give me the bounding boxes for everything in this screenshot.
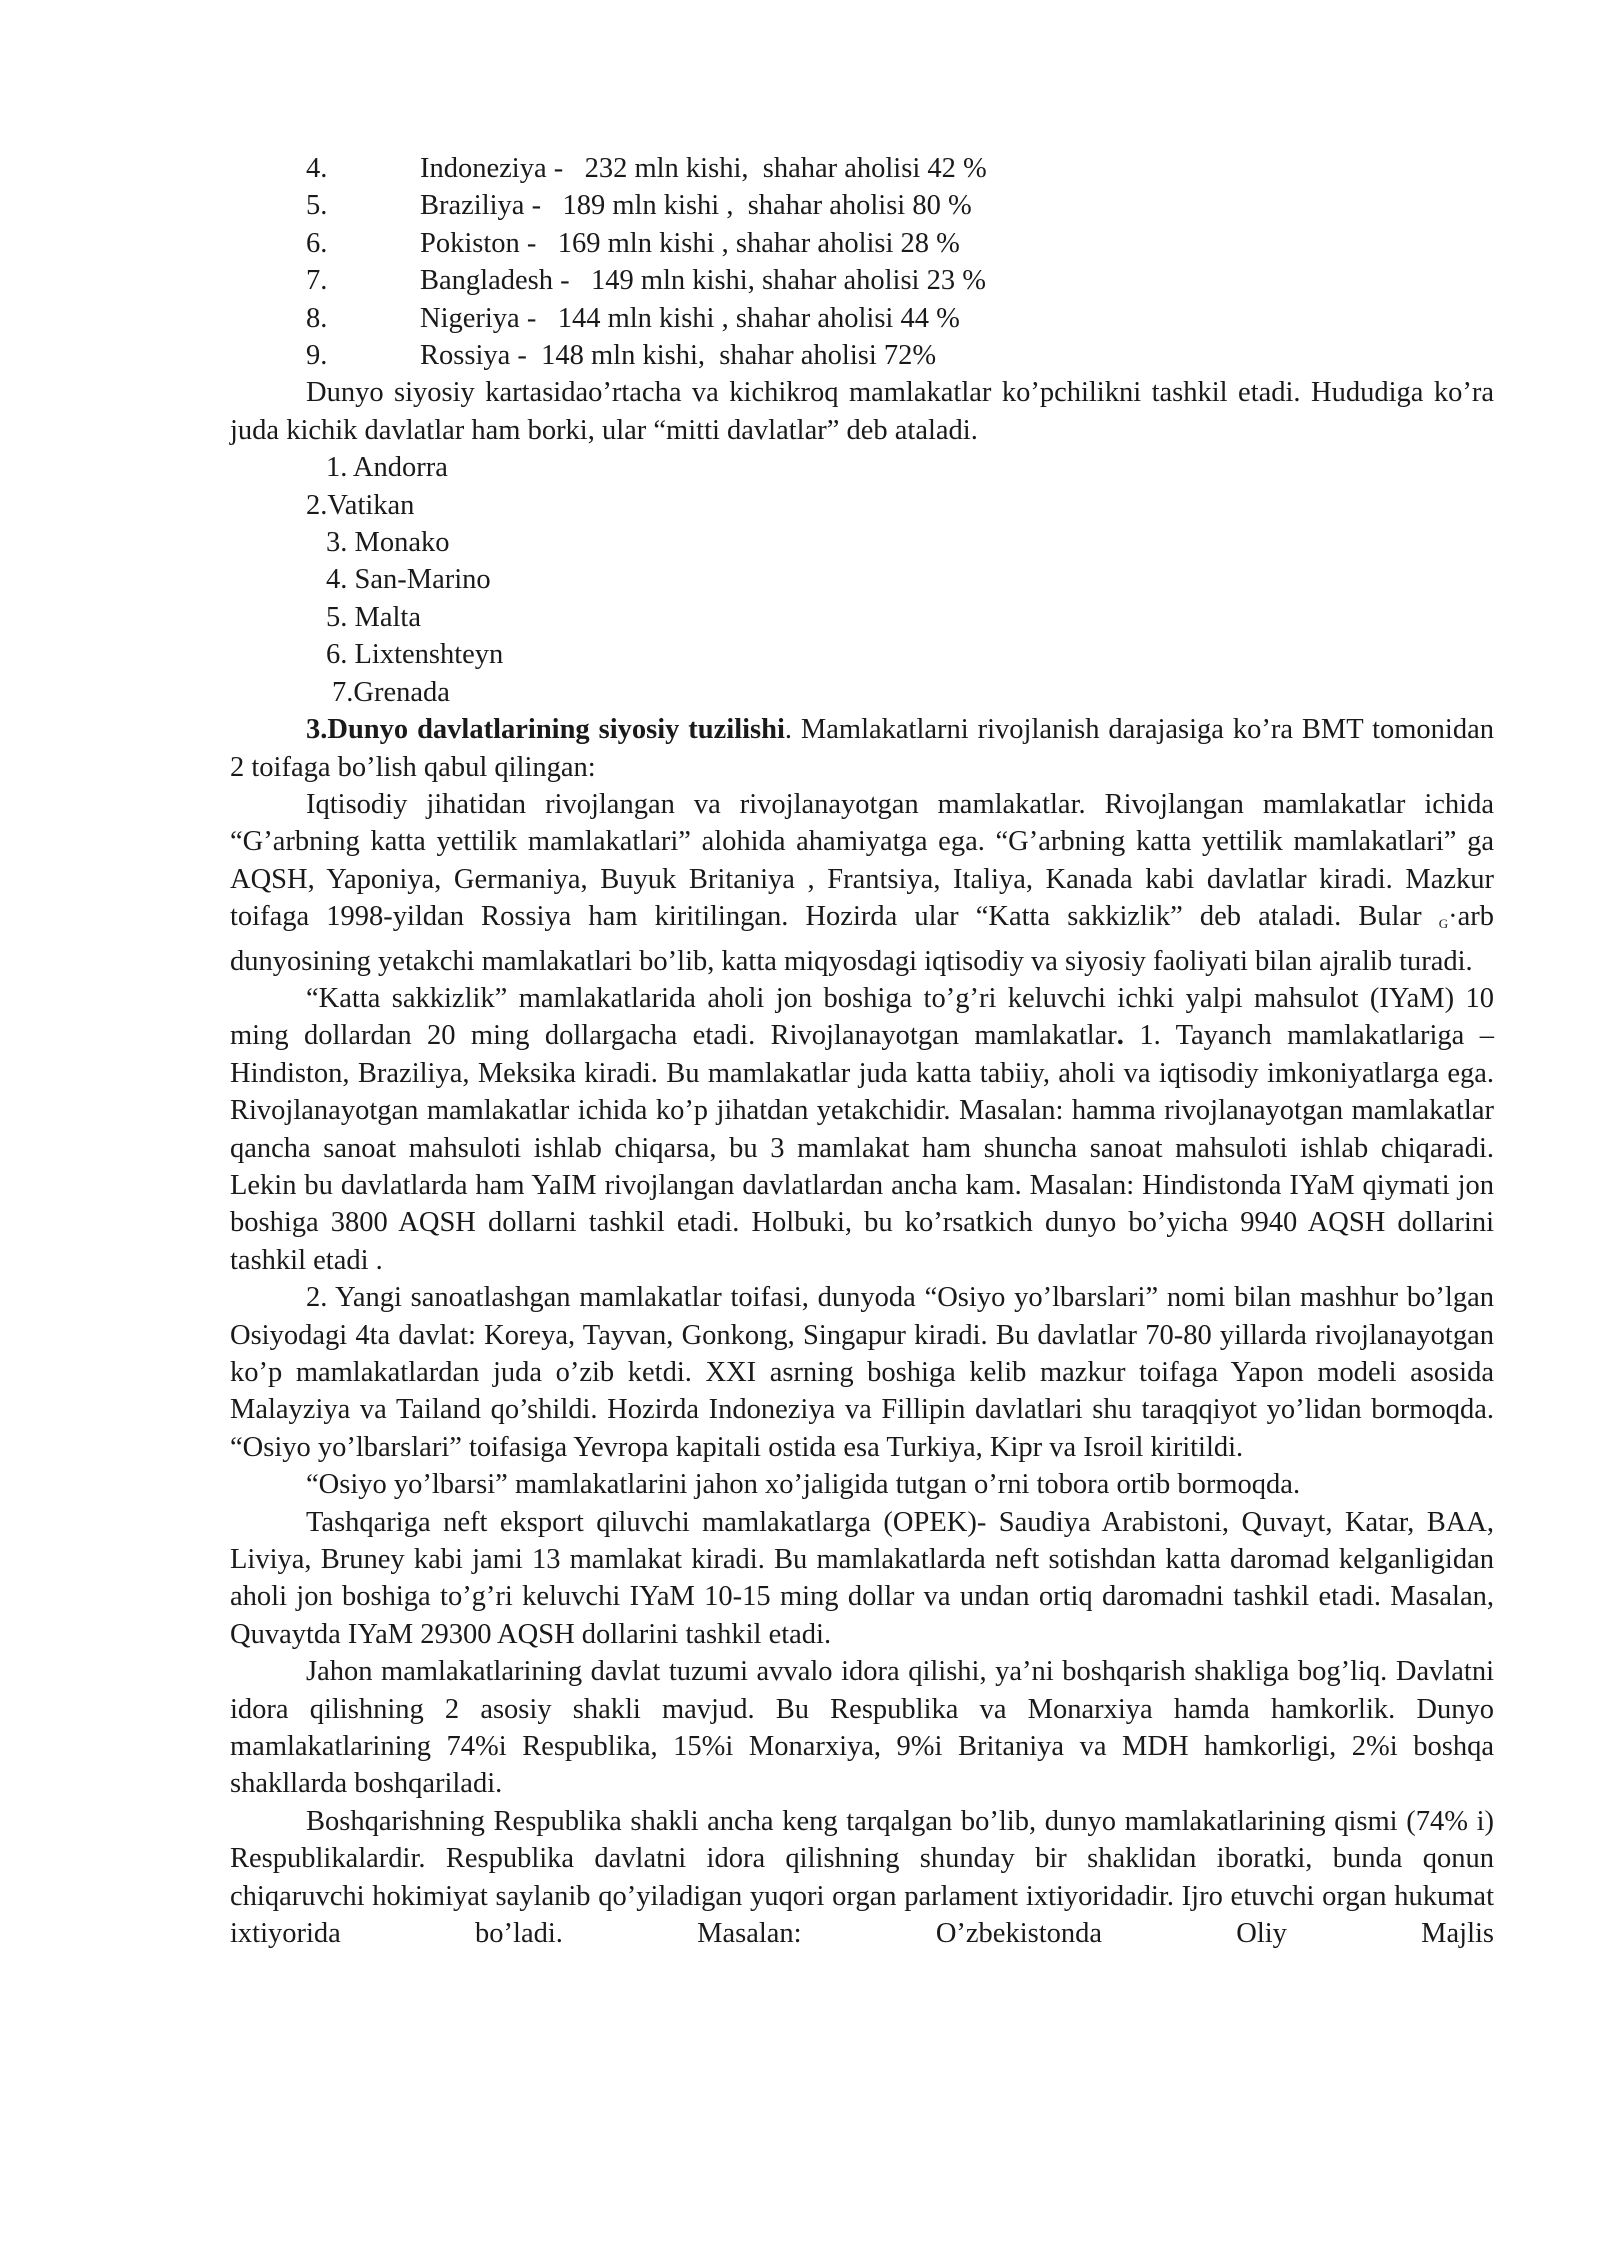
intro-paragraph: Dunyo siyosiy kartasidao’rtacha va kichikroq mamlakatlar ko’pchilikni tashkil etadi. Hududiga ko’ra juda kichik davlatlar ham borki, ular “mitti davlatlar” deb ataladi. [230,377,1494,446]
list-item: 7.Grenada [332,676,450,708]
section-heading: 3.Dunyo davlatlarining siyosiy tuzilishi [306,714,785,746]
list-item: 1. Andorra [326,452,448,484]
asian-tigers-role-paragraph: “Osiyo yo’lbarsi” mamlakatlarini jahon xo’jaligida tutgan o’rni tobora ortib bormoqda. [306,1469,1301,1501]
list-item: 6. Lixtenshteyn [326,639,504,671]
list-item: 5. Braziliya - 189 mln kishi , shahar aholisi 80 % [306,190,972,222]
section-3-paragraph: 3.Dunyo davlatlarining siyosiy tuzilishi. Mamlakatlarni rivojlanish darajasiga ko’ra BMT tomonidan 2 toifaga bo’lish qabul qilingan: [230,714,1494,783]
g8-paragraph: Iqtisodiy jihatidan rivojlangan va rivojlanayotgan mamlakatlar. Rivojlangan mamlakatlar ichida “G’arbning katta yettilik mamlakatlari” alohida ahamiyatga ega. “G’arbning katta yettilik mamlakatlari” ga AQSH, Yaponiya, Germaniya, Buyuk Britaniya , Frantsiya, Italiya, Kanada kabi davlatlar kiradi. Mazkur toifaga 1998-yildan Rossiya ham kiritilingan. Hozirda ular “Katta sakkizlik” deb ataladi. Bular $_G$·arb dunyosining yetakchi mamlakatlari bo’lib, katta miqyosdagi iqtisodiy va siyosiy faoliyati bilan ajralib turadi. [230,788,1494,977]
asian-tigers-paragraph: 2. Yangi sanoatlashgan mamlakatlar toifasi, dunyoda “Osiyo yo’lbarslari” nomi bilan mashhur bo’lgan Osiyodagi 4ta davlat: Koreya, Tayvan, Gonkong, Singapur kiradi. Bu davlatlar 70-80 yillarda rivojlanayotgan ko’p mamlakatlardan juda o’zib ketdi. XXI asrning boshiga kelib mazkur toifaga Yapon modeli asosida Malayziya va Tailand qo’shildi. Hozirda Indoneziya va Fillipin davlatlari shu taraqqiyot yo’lidan bormoqda. “Osiyo yo’lbarslari” toifasiga Yevropa kapitali ostida esa Turkiya, Kipr va Isroil kiritildi. [230,1282,1494,1463]
list-item: 8. Nigeriya - 144 mln kishi , shahar aholisi 44 % [306,302,960,334]
list-item: 4. Indoneziya - 232 mln kishi, shahar aholisi 42 % [306,153,987,184]
big8-paragraph: “Katta sakkizlik” mamlakatlarida aholi jon boshiga to’g’ri keluvchi ichki yalpi mahsulot (IYaM) 10 ming dollardan 20 ming dollargacha etadi. Rivojlanayotgan mamlakatlar. 1. Tayanch mamlakatlariga – Hindiston, Braziliya, Meksika kiradi. Bu mamlakatlar juda katta tabiiy, aholi va iqtisodiy imkoniyatlarga ega. Rivojlanayotgan mamlakatlar ichida ko’p jihatdan yetakchidir. Masalan: hamma rivojlanayotgan mamlakatlar qancha sanoat mahsuloti ishlab chiqarsa, bu 3 mamlakat ham shuncha sanoat mahsuloti ishlab chiqaradi. Lekin bu davlatlarda ham YaIM rivojlangan davlatlardan ancha kam. Masalan: Hindistonda IYaM qiymati jon boshiga 3800 AQSH dollarni tashkil etadi. Holbuki, bu ko’rsatkich dunyo bo’yicha 9940 AQSH dollarini tashkil etadi . [230,982,1494,1276]
government-forms-paragraph: Jahon mamlakatlarining davlat tuzumi avvalo idora qilishi, ya’ni boshqarish shakliga bog’liq. Davlatni idora qilishning 2 asosiy shakli mavjud. Bu Respublika va Monarxiya hamda hamkorlik. Dunyo mamlakatlarining 74%i Respublika, 15%i Monarxiya, 9%i Britaniya va MDH hamkorligi, 2%i boshqa shakllarda boshqariladi. [230,1656,1494,1800]
population-list [230,150,1494,374]
micro-states-list [230,449,1494,711]
list-item: 9. Rossiya - 148 mln kishi, shahar aholisi 72% [306,340,937,372]
list-item: 6. Pokiston - 169 mln kishi , shahar aholisi 28 % [306,227,960,259]
document-page [230,150,1494,1953]
list-item: 5. Malta [326,601,421,633]
list-item: 2.Vatikan [306,489,415,521]
list-item: 4. San-Marino [326,564,491,596]
republic-paragraph: Boshqarishning Respublika shakli ancha keng tarqalgan bo’lib, dunyo mamlakatlarining qismi (74% i) Respublikalardir. Respublika davlatni idora qilishning shunday bir shaklidan iboratki, bunda qonun chiqaruvchi hokimiyat saylanib qo’yiladigan yuqori organ parlament ixtiyoridadir. Ijro etuvchi organ hukumat ixtiyorida bo’ladi. Masalan: O’zbekistonda Oliy Majlis [230,1805,1494,1950]
list-item: 7. Bangladesh - 149 mln kishi, shahar aholisi 23 % [306,265,986,297]
list-item: 3. Monako [326,527,450,559]
opec-paragraph: Tashqariga neft eksport qiluvchi mamlakatlarga (OPEK)- Saudiya Arabistoni, Quvayt, Katar, BAA, Liviya, Bruney kabi jami 13 mamlakat kiradi. Bu mamlakatlarda neft sotishdan katta daromad kelganligidan aholi jon boshiga to’g’ri keluvchi IYaM 10-15 ming dollar va undan ortiq daromadni tashkil etadi. Masalan, Quvaytda IYaM 29300 AQSH dollarini tashkil etadi. [230,1506,1494,1650]
